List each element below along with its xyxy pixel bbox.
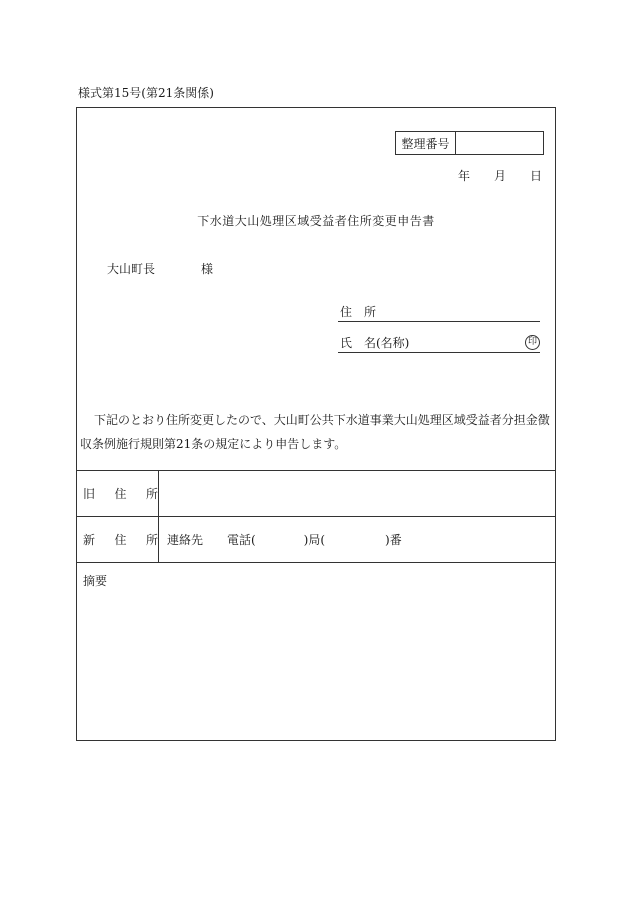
new-address-contact-field[interactable]: 連絡先 電話( )局( )番 (167, 533, 402, 547)
old-address-header-char-3: 所 (145, 487, 158, 501)
seal-icon: 印 (525, 335, 540, 350)
application-form-frame (76, 107, 556, 741)
registration-number-box (395, 131, 544, 155)
memo-section[interactable] (77, 562, 555, 740)
addressee-name: 大山町長 (107, 262, 156, 276)
applicant-address-field[interactable] (338, 303, 540, 322)
date-year: 年 (458, 169, 471, 183)
old-address-header-char-1: 旧 (83, 487, 96, 501)
declaration-text: 下記のとおり住所変更したので、大山町公共下水道事業大山処理区域受益者分担金徴収条例施行規則第21条の規定により申告します。 (80, 413, 550, 451)
date-day: 日 (530, 169, 543, 183)
applicant-name-label: 氏 名(名称) (340, 336, 410, 350)
new-address-row (77, 516, 555, 562)
new-address-header-char-2: 住 (114, 533, 127, 547)
applicant-address-label: 住 所 (340, 305, 377, 319)
registration-number-field[interactable] (456, 132, 543, 154)
new-address-header-char-1: 新 (83, 533, 96, 547)
new-address-header (77, 517, 159, 562)
new-address-header-char-3: 所 (145, 533, 158, 547)
document-title: 下水道大山処理区域受益者住所変更申告書 (197, 214, 435, 228)
date-month: 月 (494, 169, 507, 183)
registration-number-label: 整理番号 (396, 132, 456, 154)
form-number-label: 様式第15号(第21条関係) (78, 86, 214, 100)
old-address-header-char-2: 住 (114, 487, 127, 501)
old-address-row (77, 470, 555, 516)
applicant-name-field[interactable] (338, 334, 540, 353)
old-address-header (77, 471, 159, 516)
addressee-honorific: 様 (201, 262, 214, 276)
memo-label: 摘要 (83, 574, 108, 588)
